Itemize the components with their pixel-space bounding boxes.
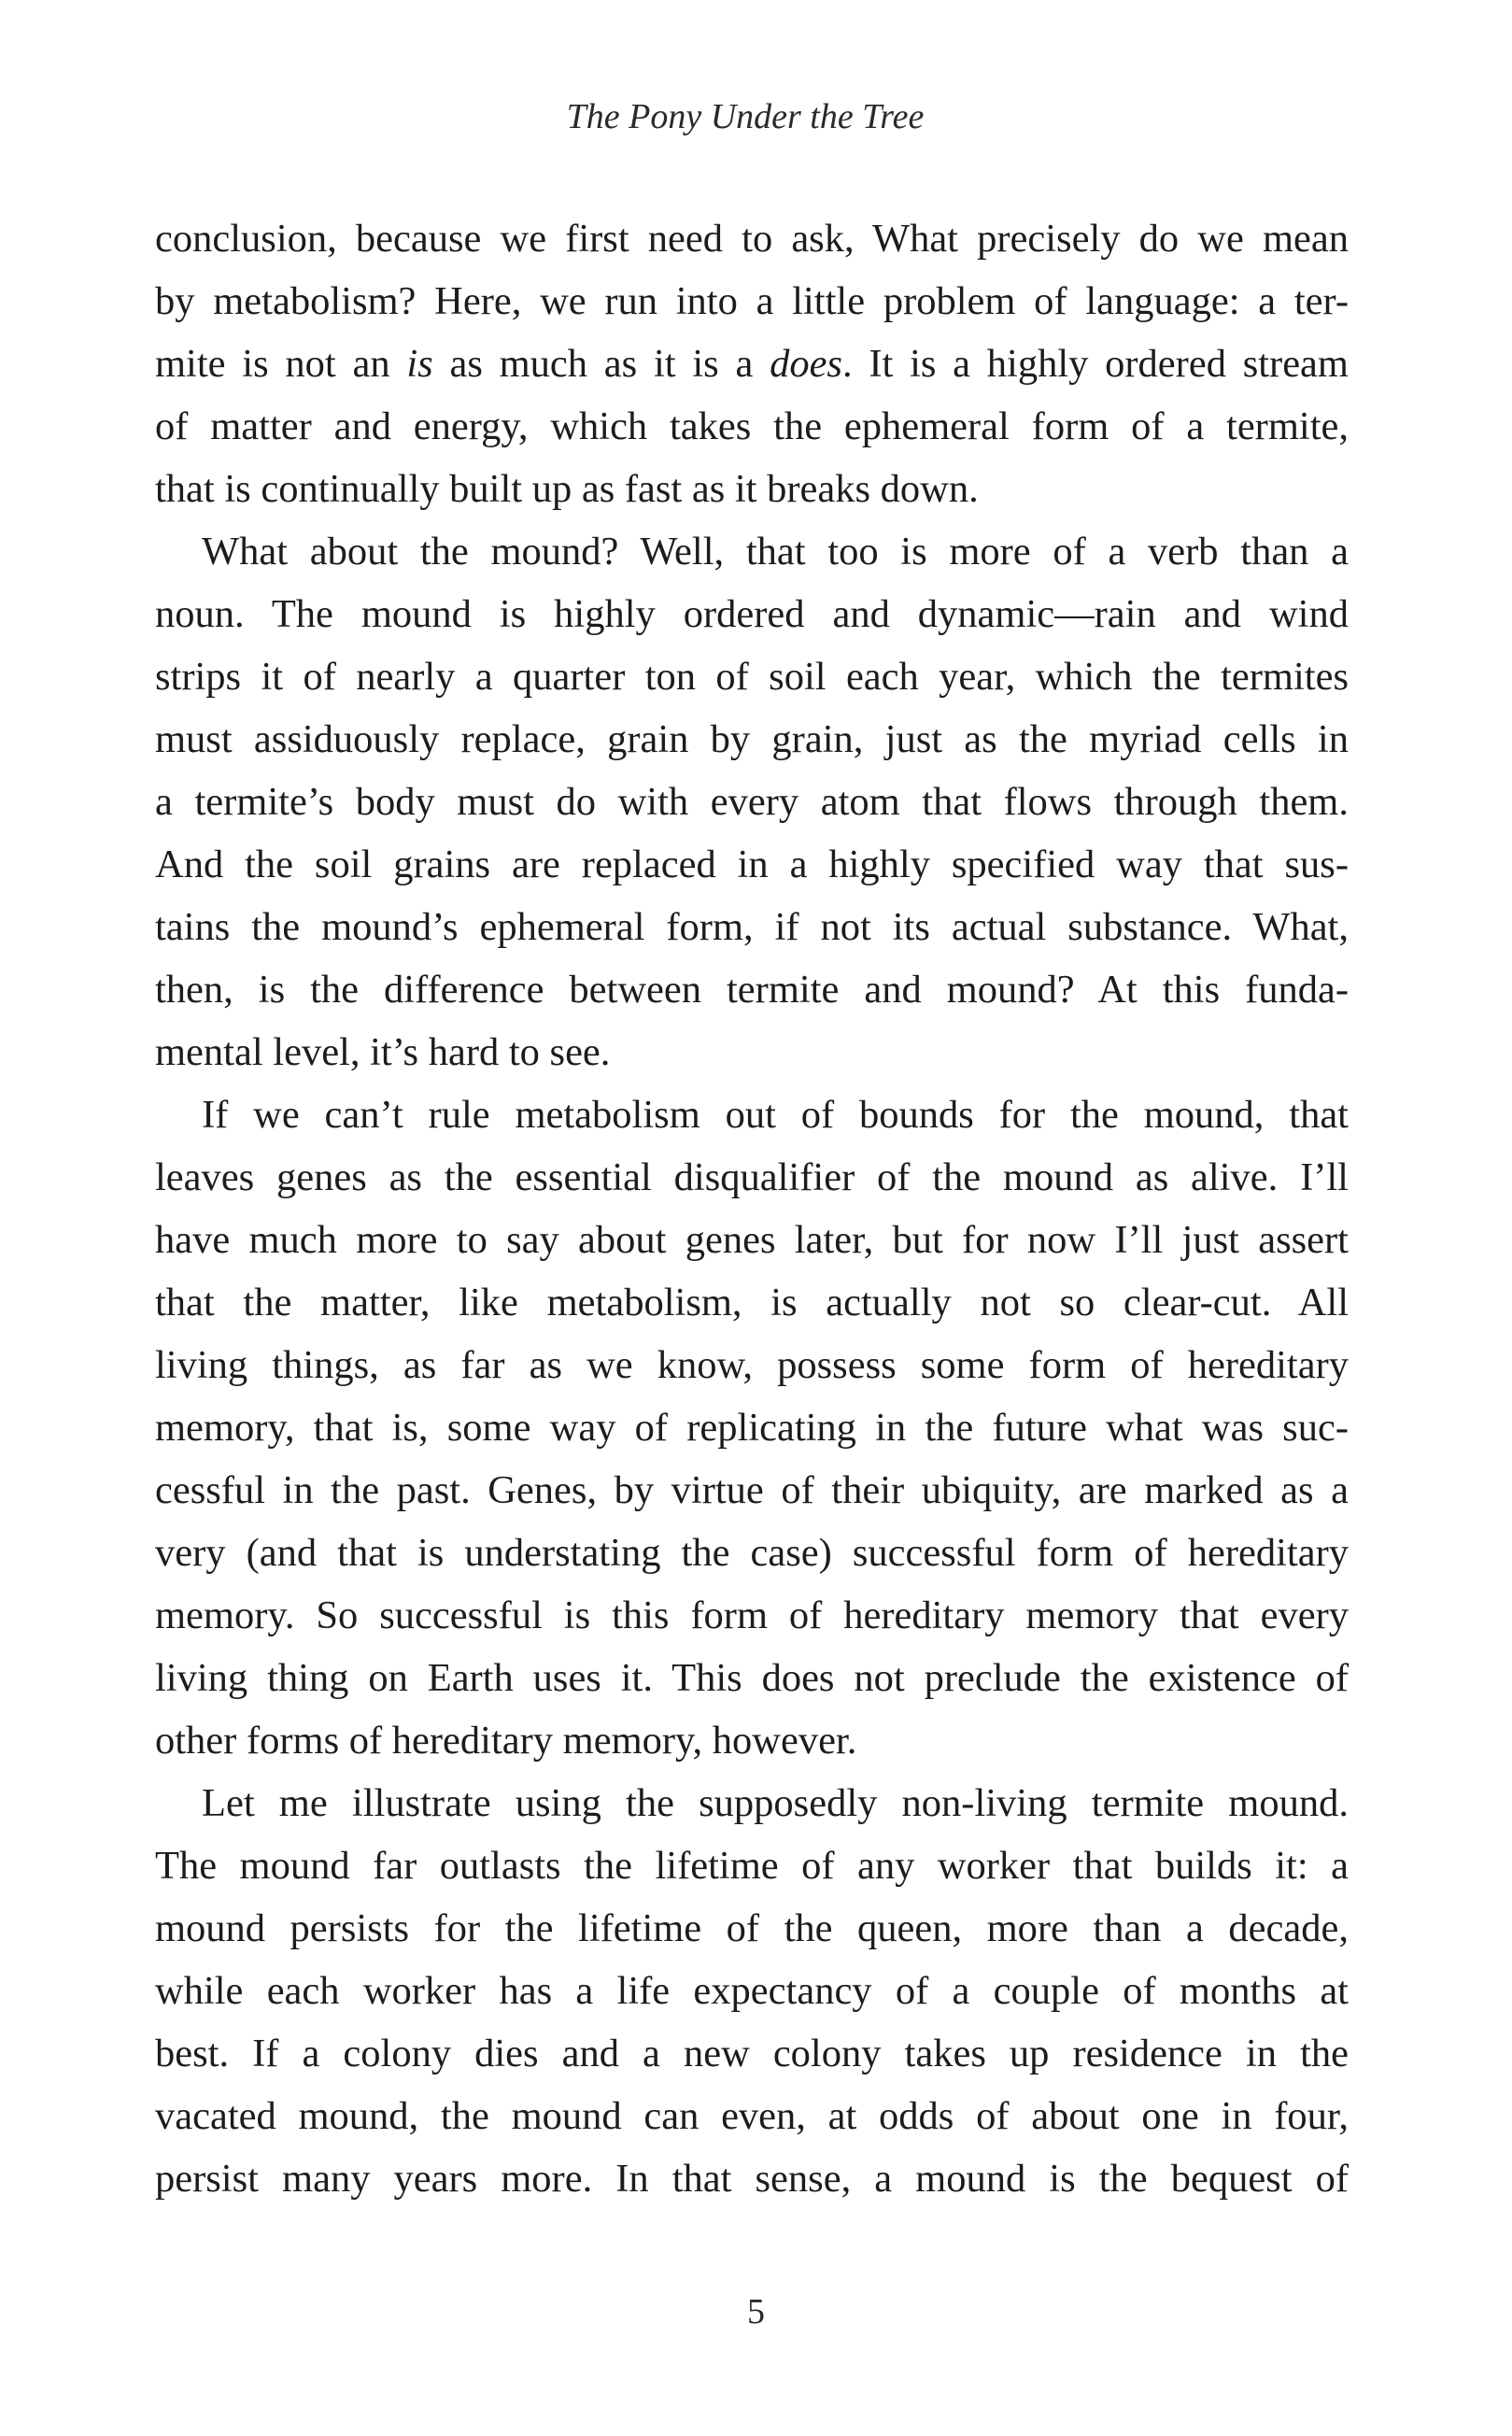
text-line: persist many years more. In that sense, a mound is the bequest of [155, 2157, 1349, 2201]
text-line: best. If a colony dies and a new colony takes up residence in the [155, 2032, 1349, 2075]
paragraph [155, 520, 1349, 1083]
text-line: If we can’t rule metabolism out of bounds for the mound, that [202, 1093, 1349, 1137]
text-line: that is continually built up as fast as it breaks down. [155, 467, 979, 511]
text-line: mound persists for the lifetime of the queen, more than a decade, [155, 1906, 1349, 1950]
text-line: a termite’s body must do with every atom that flows through them. [155, 780, 1349, 824]
text-line-with-italics: mite is not an is as much as it is a does. It is a highly ordered stream [155, 342, 1349, 386]
paragraph [155, 1772, 1349, 2210]
paragraph [155, 1083, 1349, 1772]
text-line: living things, as far as we know, possess some form of hereditary [155, 1343, 1349, 1387]
text-line: noun. The mound is highly ordered and dynamic—rain and wind [155, 592, 1349, 636]
text-line: leaves genes as the essential disqualifier of the mound as alive. I’ll [155, 1155, 1349, 1199]
emphasis: does [770, 342, 842, 386]
page-number: 5 [747, 2292, 765, 2331]
text-line: other forms of hereditary memory, however. [155, 1719, 857, 1763]
text-line: by metabolism? Here, we run into a little problem of language: a ter- [155, 279, 1349, 323]
text-line: of matter and energy, which takes the ephemeral form of a termite, [155, 404, 1349, 448]
text-line: memory, that is, some way of replicating in the future what was suc- [155, 1406, 1349, 1450]
body-text [155, 207, 1349, 2210]
text-line: memory. So successful is this form of hereditary memory that every [155, 1593, 1349, 1637]
emphasis: is [406, 342, 433, 386]
text-line: while each worker has a life expectancy of a couple of months at [155, 1969, 1349, 2013]
text-line: strips it of nearly a quarter ton of soil each year, which the termites [155, 655, 1349, 699]
running-head: The Pony Under the Tree [566, 97, 925, 136]
text-line: vacated mound, the mound can even, at odds of about one in four, [155, 2094, 1349, 2138]
text-line: Let me illustrate using the supposedly non-living termite mound. [202, 1781, 1349, 1825]
text-line: living thing on Earth uses it. This does not preclude the existence of [155, 1656, 1349, 1700]
text-line: What about the mound? Well, that too is more of a verb than a [202, 530, 1349, 574]
text-line: And the soil grains are replaced in a highly specified way that sus- [155, 843, 1349, 886]
text-line: that the matter, like metabolism, is actually not so clear-cut. All [155, 1281, 1349, 1324]
text-line: The mound far outlasts the lifetime of any worker that builds it: a [155, 1844, 1349, 1888]
text-line: have much more to say about genes later, but for now I’ll just assert [155, 1218, 1349, 1262]
text-line: conclusion, because we first need to ask, What precisely do we mean [155, 217, 1349, 261]
paragraph [155, 207, 1349, 520]
text-line: must assiduously replace, grain by grain, just as the myriad cells in [155, 717, 1349, 761]
text-line: mental level, it’s hard to see. [155, 1030, 611, 1074]
text-line: tains the mound’s ephemeral form, if not its actual substance. What, [155, 905, 1349, 949]
text-line: then, is the difference between termite and mound? At this funda- [155, 968, 1349, 1012]
text-line: very (and that is understating the case) successful form of hereditary [155, 1531, 1349, 1575]
text-line: cessful in the past. Genes, by virtue of their ubiquity, are marked as a [155, 1468, 1349, 1512]
